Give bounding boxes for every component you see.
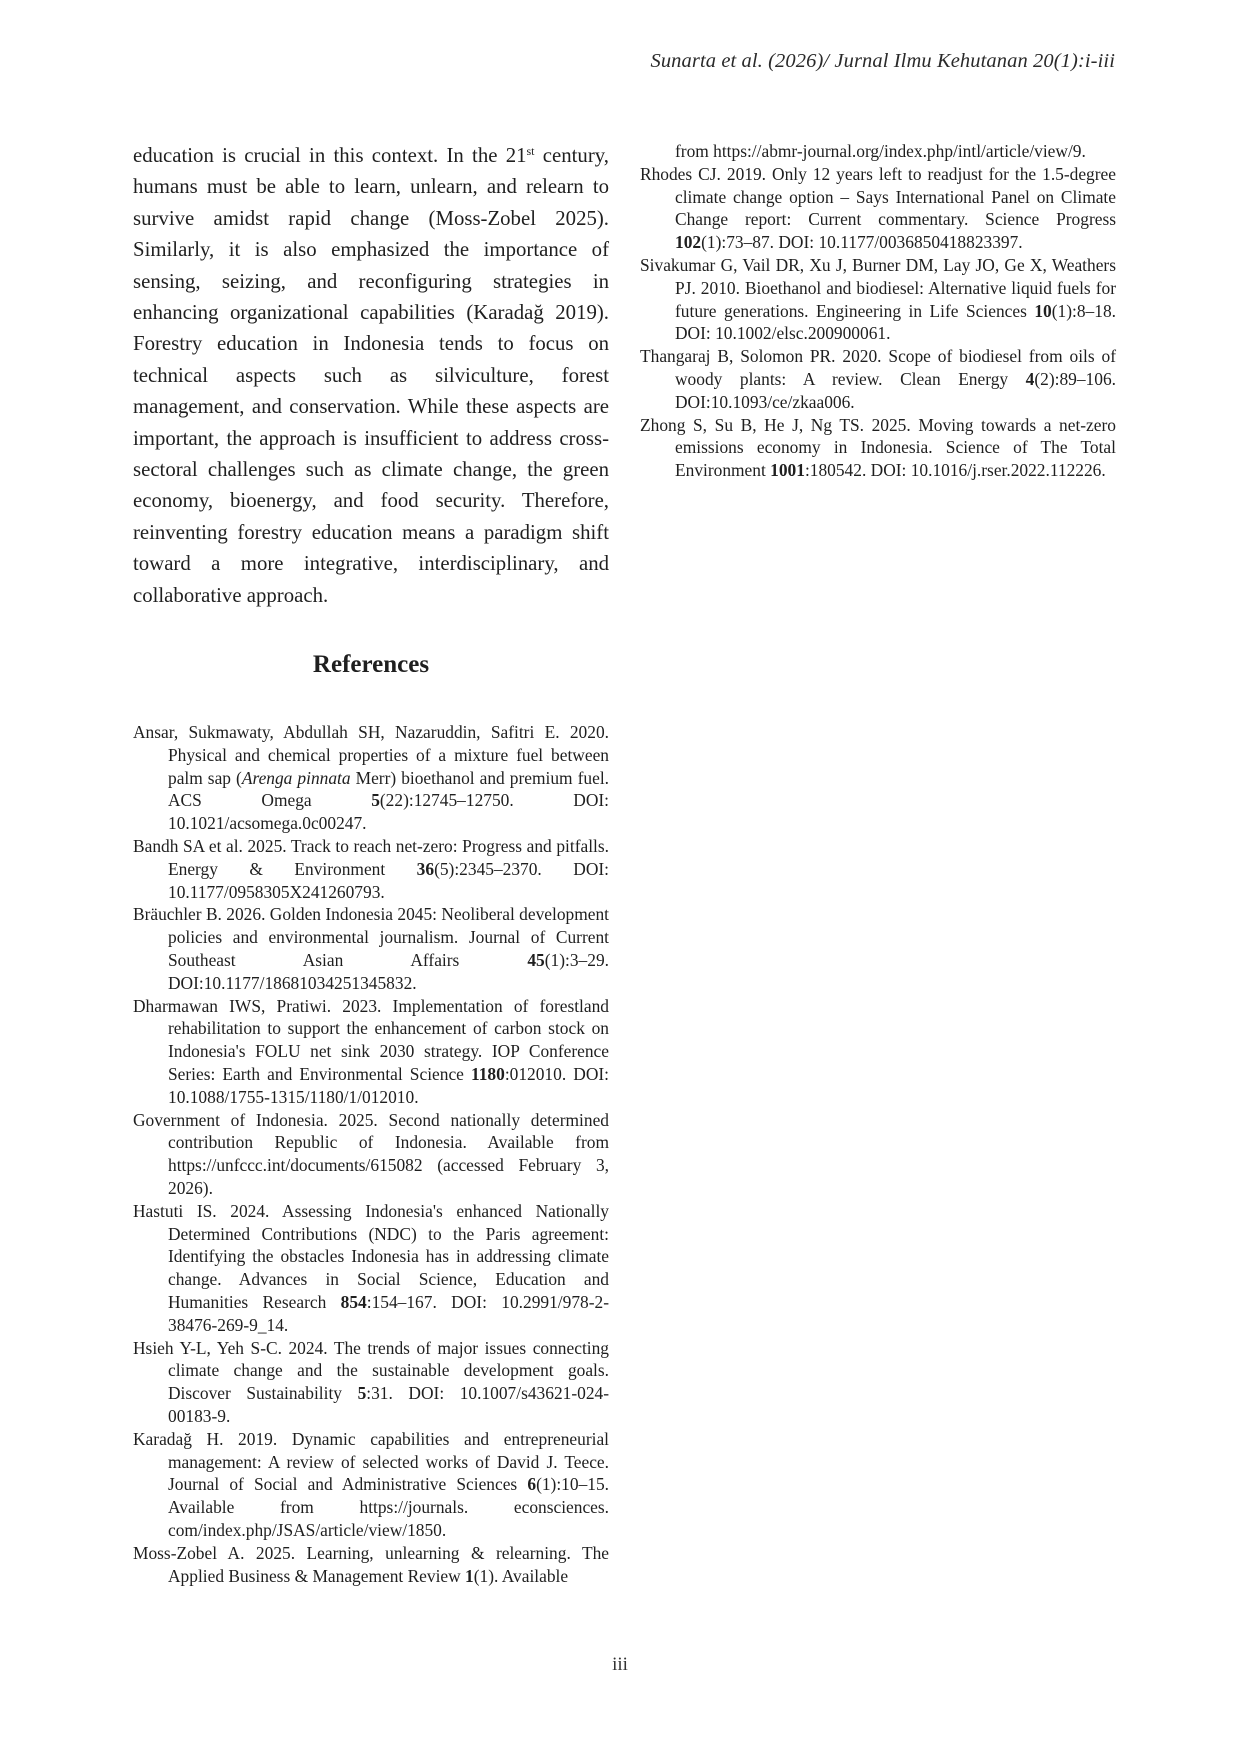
references-heading: References (312, 651, 430, 679)
ref-text: (5):2345–2370. DOI: 10.1177/0958305X241260793. (168, 858, 609, 902)
body-text-rest: century, humans must be able to learn, unlearn, and relearn to survive amidst rapid change (Moss-Zobel 2025). Similarly, it is also emphasized the importance of sensing, seizing, and reconfiguring strategies in enhancing organizational capabilities (Karadağ 2019). Forestry education in Indonesia tends to focus on technical aspects such as silviculture, forest management, and conservation. While these aspects are important, the approach is insufficient to address cross-sectoral challenges such as climate change, the green economy, bioenergy, and food security. Therefore, reinventing forestry education means a paradigm shift toward a more integrative, interdisciplinary, and collaborative approach. (133, 144, 609, 607)
reference-item (133, 835, 609, 903)
ordinal-suffix: st (526, 144, 535, 158)
ref-text: Hsieh Y-L, Yeh S-C. 2024. The trends of major issues connecting climate change and the sustainable development goals. Discover Sustainability (133, 1337, 609, 1404)
ref-text: (1):73–87. DOI: 10.1177/0036850418823397. (701, 232, 1023, 253)
ref-text: (2):89–106. DOI:10.1093/ce/zkaa006. (675, 368, 1116, 412)
right-column (640, 140, 1116, 482)
ref-text: Bandh SA et al. 2025. Track to reach net-zero: Progress and pitfalls. Energy & Environment (133, 836, 609, 879)
ref-text: Karadağ H. 2019. Dynamic capabilities and entrepreneurial management: A review of selected works of David J. Teece. Journal of Social and Administrative Sciences (133, 1428, 609, 1495)
running-header: Sunarta et al. (2026)/ Jurnal Ilmu Kehutanan 20(1):i-iii (650, 50, 1115, 72)
reference-item (133, 1542, 609, 1588)
reference-item (133, 1200, 609, 1337)
reference-item (133, 1109, 609, 1200)
ref-text: Ansar, Sukmawaty, Abdullah SH, Nazaruddin, Safitri E. 2020. Physical and chemical properties of a mixture fuel between palm sap ( (133, 722, 609, 788)
ref-italic: Arenga pinnata (241, 767, 351, 788)
ref-text: (1):10–15. Available from https://journals. econsciences. com/index.php/JSAS/article/view/1850. (168, 1474, 609, 1540)
ref-text: (1):3–29. DOI:10.1177/18681034251345832. (168, 950, 609, 993)
page-number: iii (612, 1654, 628, 1675)
ref-volume: 4 (1025, 368, 1035, 389)
ref-text: :31. DOI: 10.1007/s43621-024-00183-9. (168, 1383, 609, 1426)
ref-volume: 36 (416, 858, 435, 879)
ref-volume: 854 (340, 1292, 367, 1313)
reference-item (133, 1428, 609, 1542)
ref-text: Government of Indonesia. 2025. Second nationally determined contribution Republic of Indonesia. Available from https://unfccc.int/documents/615082 (accessed February 3, 2026). (133, 1109, 609, 1199)
ref-text: Moss-Zobel A. 2025. Learning, unlearning & relearning. The Applied Business & Management Review (133, 1542, 609, 1586)
ref-volume: 102 (675, 232, 702, 253)
ref-text: :154–167. DOI: 10.2991/978-2-38476-269-9_14. (168, 1292, 609, 1335)
reference-item (133, 903, 609, 994)
reference-item (640, 345, 1116, 413)
ref-text: (1). Available (473, 1565, 569, 1586)
ref-volume: 1 (465, 1565, 474, 1586)
reference-list-left (133, 721, 609, 1587)
left-column (133, 140, 609, 1587)
body-text-start: education is crucial in this context. In the 21 (133, 144, 527, 167)
ref-text: from https://abmr-journal.org/index.php/intl/article/view/9. (675, 141, 1086, 161)
ref-volume: 5 (371, 790, 380, 811)
reference-item (133, 721, 609, 835)
ref-text: Zhong S, Su B, He J, Ng TS. 2025. Moving towards a net-zero emissions economy in Indonesia. Science of The Total Environment (640, 414, 1116, 481)
ref-volume: 1001 (770, 460, 805, 481)
ref-text: Hastuti IS. 2024. Assessing Indonesia's enhanced Nationally Determined Contributions (NDC) to the Paris agreement: Identifying the obstacles Indonesia has in addressing climate change. Advances in Social Science, Education and Humanities Research (133, 1200, 609, 1313)
reference-item (640, 254, 1116, 345)
ref-text: Thangaraj B, Solomon PR. 2020. Scope of biodiesel from oils of woody plants: A review. Clean Energy (640, 346, 1116, 389)
ref-text: (1):8–18. DOI: 10.1002/elsc.200900061. (675, 300, 1116, 344)
body-paragraph (133, 140, 609, 611)
reference-item (133, 1337, 609, 1428)
ref-volume: 45 (527, 950, 545, 971)
reference-item (640, 414, 1116, 482)
ref-volume: 1180 (470, 1064, 505, 1085)
ref-text: :180542. DOI: 10.1016/j.rser.2022.112226. (804, 460, 1106, 481)
ref-text: Rhodes CJ. 2019. Only 12 years left to readjust for the 1.5-degree climate change option – Says International Panel on Climate Change report: Current commentary. Science Progress (640, 163, 1116, 230)
reference-item (640, 163, 1116, 254)
ref-volume: 6 (527, 1474, 537, 1495)
reference-list-right (640, 140, 1116, 482)
reference-continuation (640, 140, 1116, 163)
ref-text: :012010. DOI: 10.1088/1755-1315/1180/1/012010. (168, 1064, 609, 1107)
ref-text: Bräuchler B. 2026. Golden Indonesia 2045: Neoliberal development policies and environmental journalism. Journal of Current Southeast Asian Affairs (133, 904, 609, 971)
ref-text: Dharmawan IWS, Pratiwi. 2023. Implementation of forestland rehabilitation to support the enhancement of carbon stock on Indonesia's FOLU net sink 2030 strategy. IOP Conference Series: Earth and Environmental Science (133, 995, 609, 1085)
ref-volume: 5 (357, 1383, 367, 1404)
ref-text: Sivakumar G, Vail DR, Xu J, Burner DM, Lay JO, Ge X, Weathers PJ. 2010. Bioethanol and biodiesel: Alternative liquid fuels for future generations. Engineering in Life Sciences (640, 254, 1116, 321)
reference-item (133, 995, 609, 1109)
ref-text: (22):12745–12750. DOI: 10.1021/acsomega.0c00247. (168, 790, 609, 834)
ref-volume: 10 (1034, 300, 1052, 321)
ref-text: Merr) bioethanol and premium fuel. ACS Omega (168, 767, 609, 811)
